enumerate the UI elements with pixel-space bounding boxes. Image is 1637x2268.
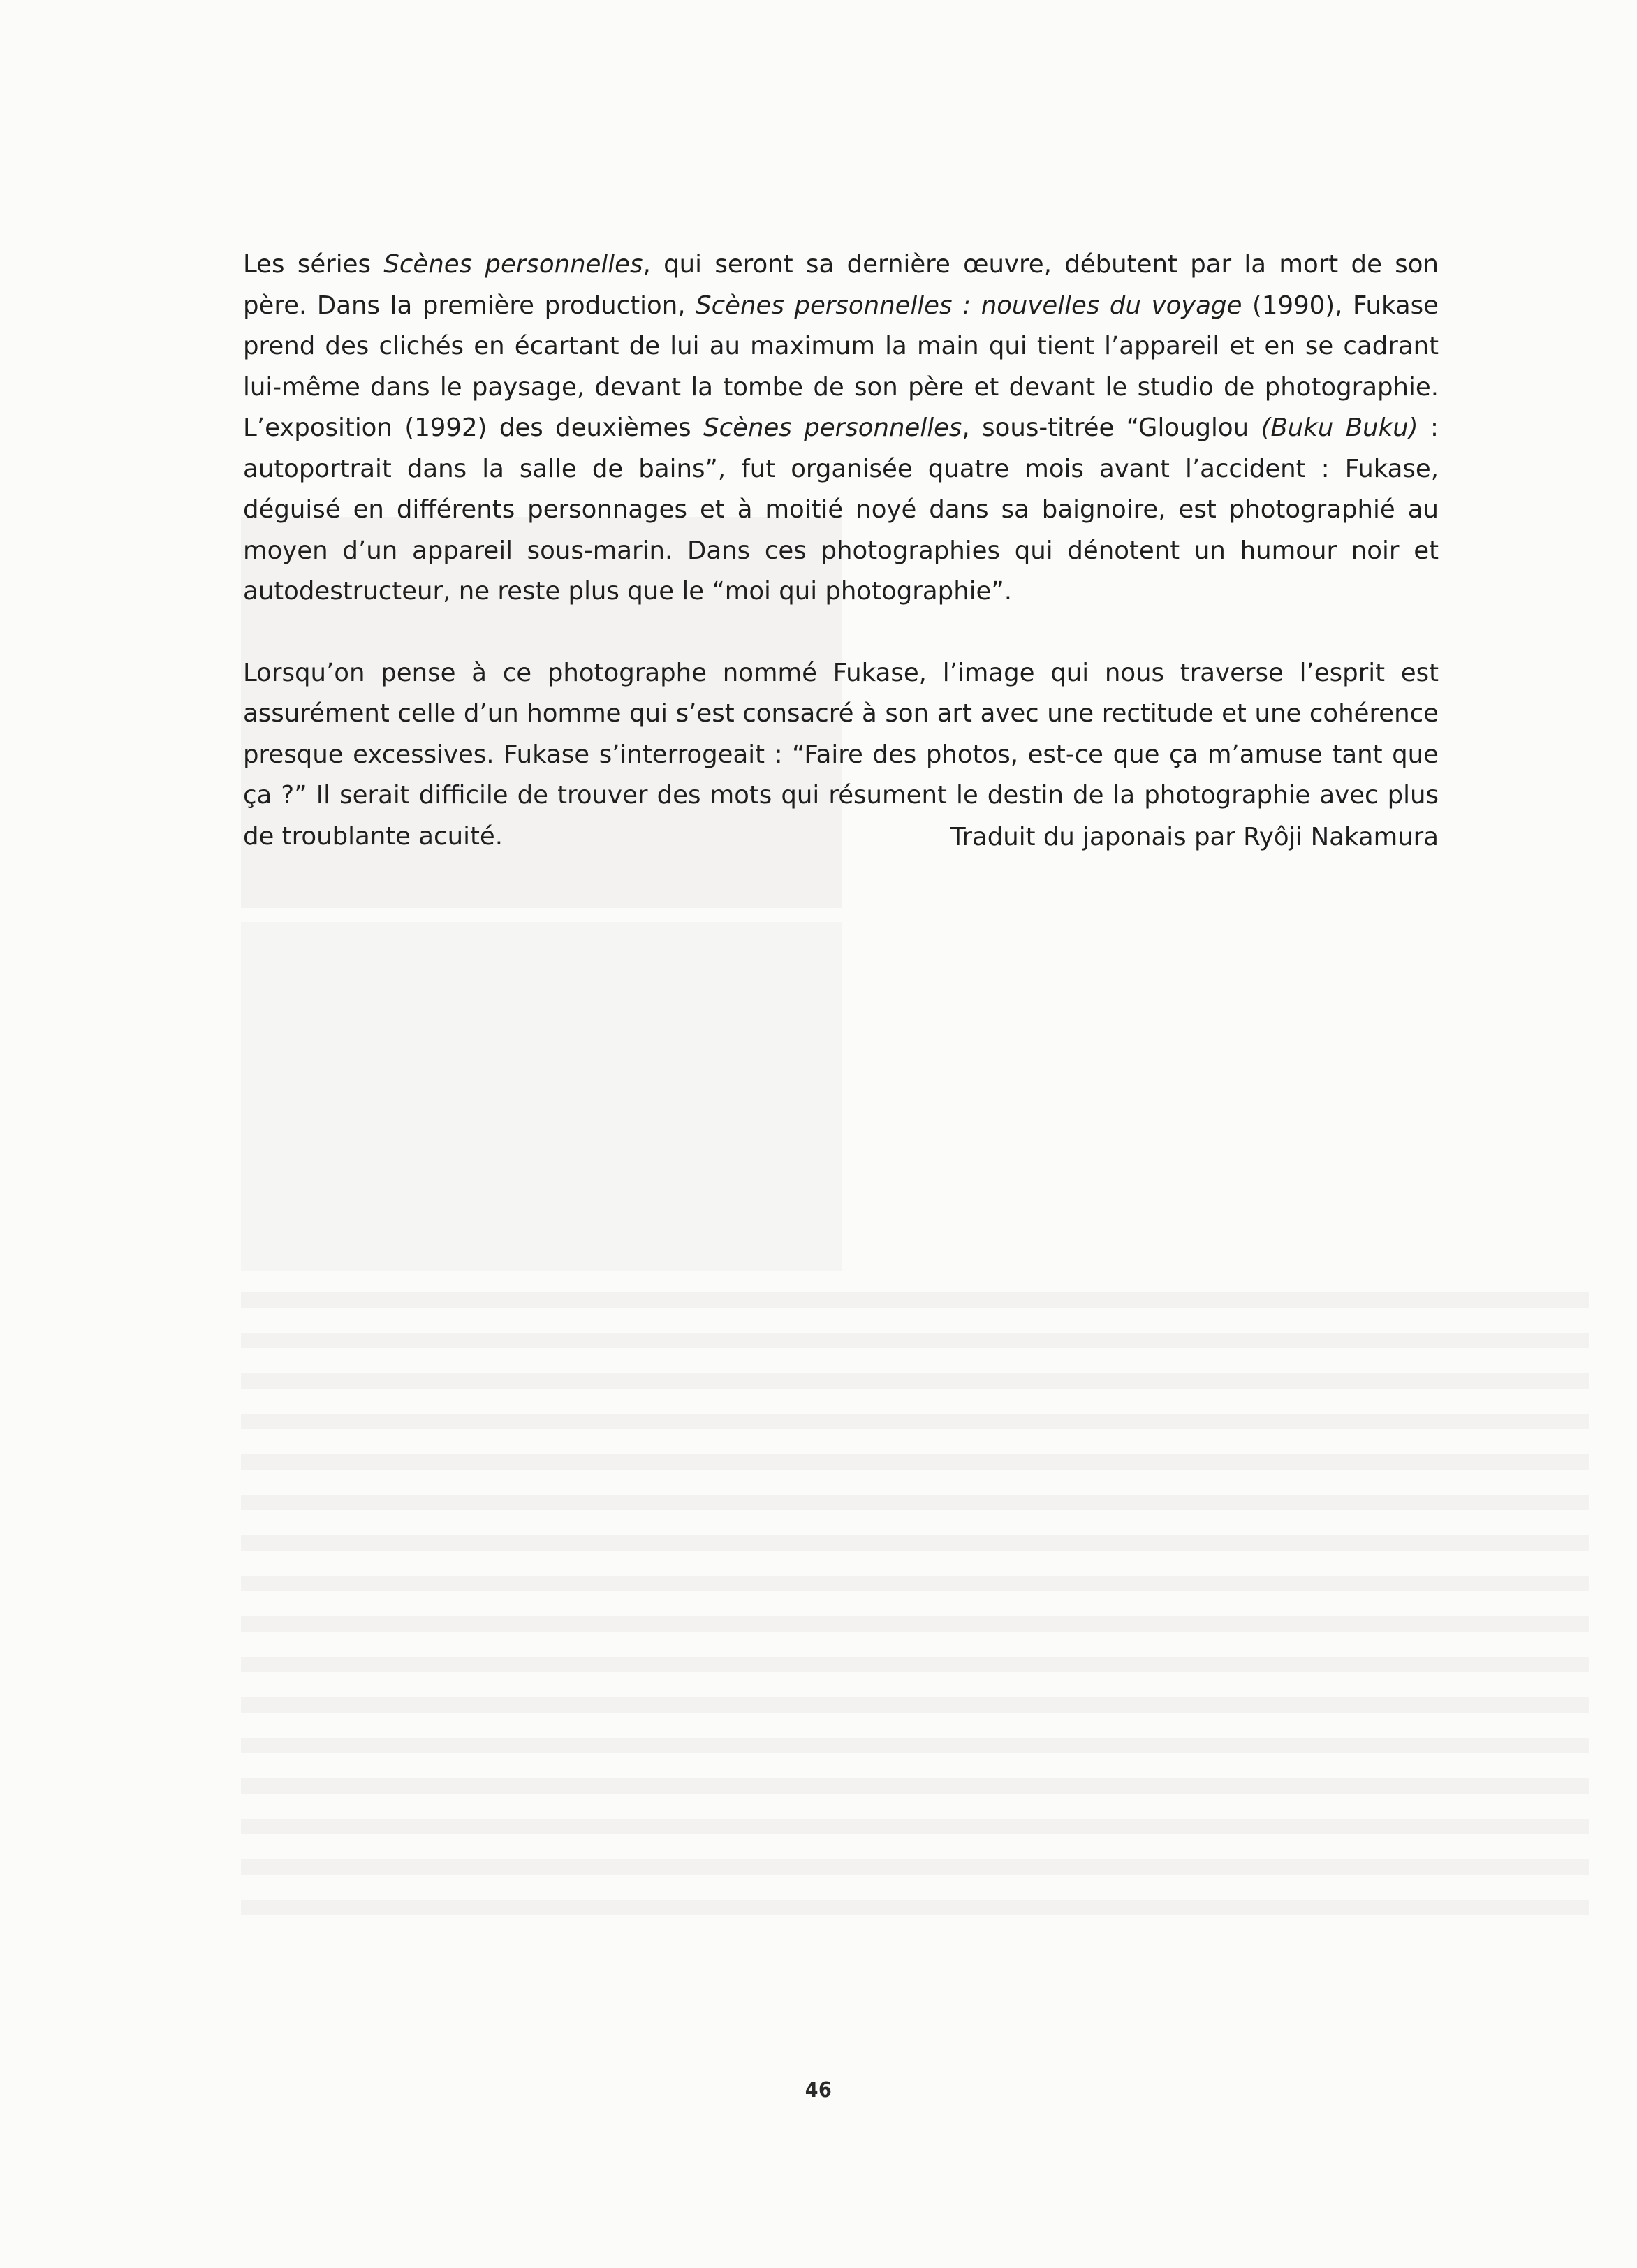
paragraph-2: Lorsqu’on pense à ce photographe nommé Fukase, l’image qui nous traverse l’esprit est assurément celle d’un homme qui s’est consacré à son art avec une rectitude et une cohérence presque excessives. Fukase s’interrogeait : “Faire des photos, est-ce que ça m’amuse tant que ça ?” Il serait difficile de trouver des mots qui résument le destin de la photographie avec plus de troublante acuité. <box>243 658 1439 851</box>
translator-credit: Traduit du japonais par Ryôji Nakamura <box>950 823 1439 851</box>
text-run: : autoportrait dans la salle de bains”, fut organisée quatre mois avant l’accident : Fukase, déguisé en différents personnages et à moitié noyé dans sa baignoire, est photographié au moyen d’un appareil sous-marin. Dans ces photographies qui dénotent un humour noir et autodestructeur, ne reste plus que le “moi qui photographie”. <box>243 414 1439 606</box>
paragraph-1 <box>243 244 1439 613</box>
italic-title: (Buku Buku) <box>1261 414 1418 442</box>
body-text <box>243 244 1439 857</box>
text-run: , qui seront sa dernière œuvre, débutent par la mort de son père. Dans la première production, <box>243 250 1439 320</box>
show-through-image-lower <box>241 922 842 1271</box>
text-run: Les séries <box>243 250 384 279</box>
text-run: , sous-titrée “Glouglou <box>962 414 1261 442</box>
italic-title: Scènes personnelles : nouvelles du voyage <box>696 291 1242 320</box>
text-run: (1990), Fukase prend des clichés en écartant de lui au maximum la main qui tient l’appareil et en se cadrant lui-même dans le paysage, devant la tombe de son père et devant le studio de photographie. L’exposition (1992) des deuxièmes <box>243 291 1439 442</box>
italic-title: Scènes personnelles <box>383 250 643 279</box>
page-number: 46 <box>805 2078 832 2102</box>
show-through-text <box>241 1292 1589 1921</box>
italic-title: Scènes personnelles <box>703 414 962 442</box>
